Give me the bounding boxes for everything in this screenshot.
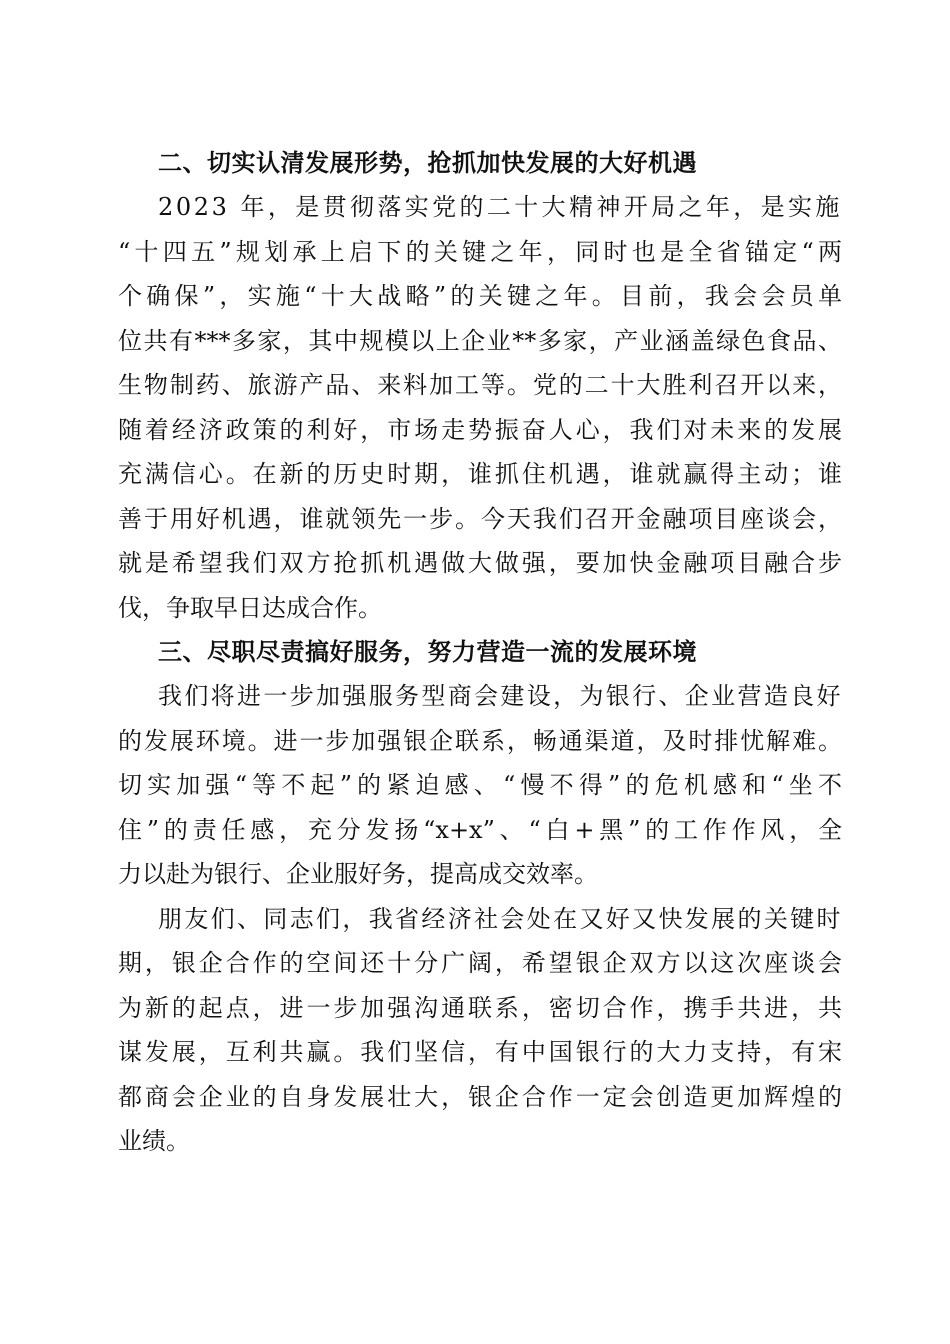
text-line: 就是希望我们双方抢抓机遇做大做强，要加快金融项目融合步	[118, 549, 842, 577]
text-line: 生物制药、旅游产品、来料加工等。党的二十大胜利召开以来，	[118, 371, 842, 399]
text-line: 的发展环境。进一步加强银企联系，畅通渠道，及时排忧解难。	[118, 726, 842, 755]
text-line: 位共有***多家，其中规模以上企业**多家，产业涵盖绿色食品、	[118, 326, 842, 355]
text-line: 我们将进一步加强服务型商会建设，为银行、企业营造良好	[158, 682, 842, 710]
paragraph-development-situation	[118, 185, 842, 630]
text-line: 伐，争取早日达成合作。	[118, 593, 382, 622]
text-line: 力以赴为银行、企业服好务，提高成交效率。	[118, 860, 598, 888]
section-heading-3: 三、尽职尽责搞好服务，努力营造一流的发展环境	[158, 638, 697, 666]
text-line: 切实加强“等不起”的紧迫感、“慢不得”的危机感和“坐不	[118, 771, 842, 799]
text-line: 期，银企合作的空间还十分广阔，希望银企双方以这次座谈会	[118, 949, 842, 977]
text-line: 朋友们、同志们，我省经济社会处在又好又快发展的关键时	[158, 904, 842, 933]
paragraph-service-environment	[118, 674, 842, 897]
text-line: 2023 年，是贯彻落实党的二十大精神开局之年，是实施	[158, 193, 842, 221]
text-line: 业绩。	[118, 1127, 190, 1155]
text-line: 住”的责任感，充分发扬“x+x”、“白+黑”的工作作风，全	[118, 815, 842, 844]
text-line: 都商会企业的自身发展壮大，银企合作一定会创造更加辉煌的	[118, 1082, 842, 1111]
text-line: 善于用好机遇，谁就领先一步。今天我们召开金融项目座谈会，	[118, 504, 842, 533]
paragraph-closing	[118, 897, 842, 1164]
section-heading-2: 二、切实认清发展形势，抢抓加快发展的大好机遇	[158, 149, 697, 177]
text-line: “十四五”规划承上启下的关键之年，同时也是全省锚定“两	[118, 237, 842, 266]
text-line: 随着经济政策的利好，市场走势振奋人心，我们对未来的发展	[118, 415, 842, 444]
document-body	[118, 141, 842, 1164]
text-line: 谋发展，互利共赢。我们坚信，有中国银行的大力支持，有宋	[118, 1038, 842, 1066]
text-line: 为新的起点，进一步加强沟通联系，密切合作，携手共进，共	[118, 993, 842, 1022]
text-line: 个确保”，实施“十大战略”的关键之年。目前，我会会员单	[118, 282, 842, 310]
text-line: 充满信心。在新的历史时期，谁抓住机遇，谁就赢得主动；谁	[118, 460, 842, 488]
